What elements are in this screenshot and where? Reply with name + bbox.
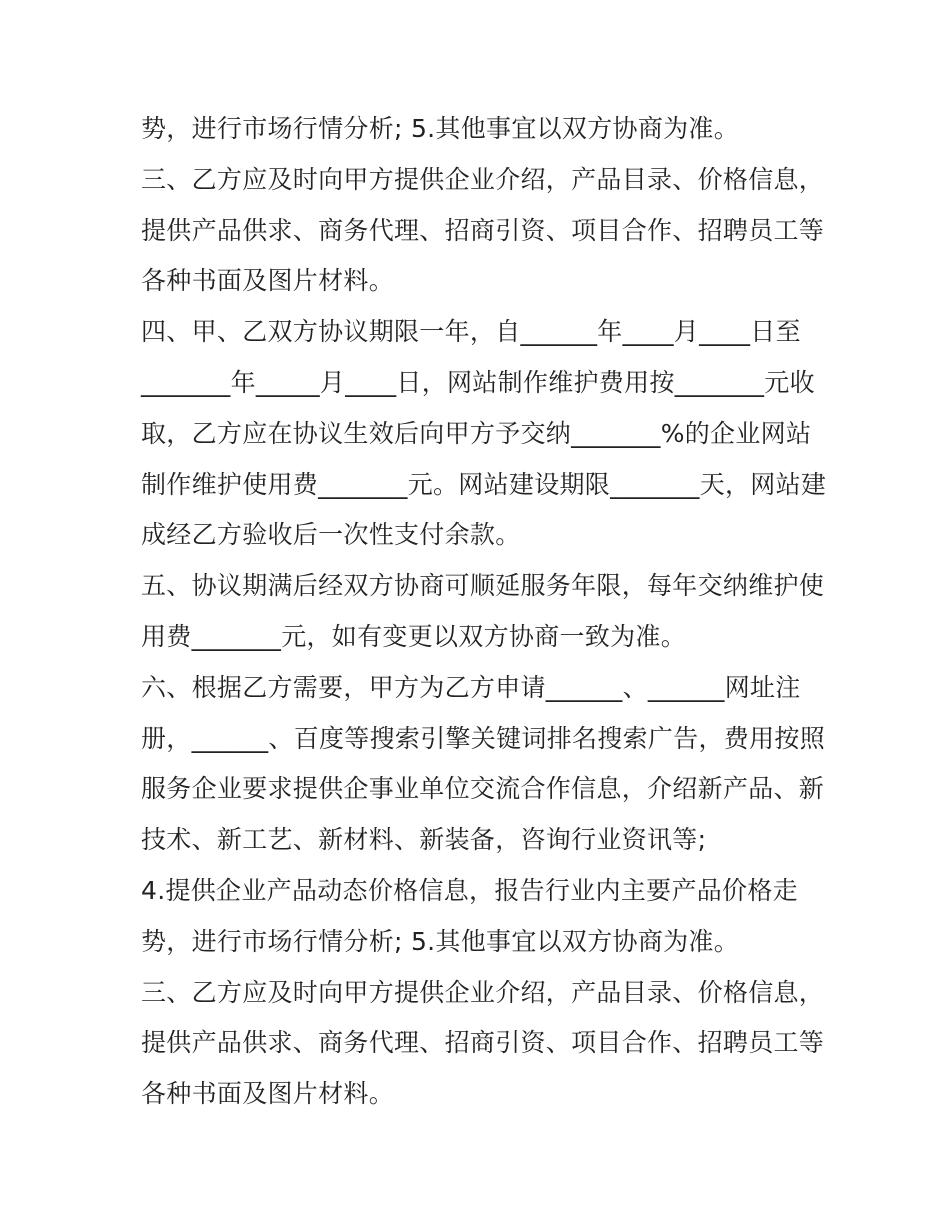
text-line: 各种书面及图片材料。 [141, 266, 395, 296]
text-line: 提供产品供求、商务代理、招商引资、项目合作、招聘员工等 [141, 1028, 825, 1058]
document-body [141, 104, 831, 1120]
text-line: 三、乙方应及时向甲方提供企业介绍，产品目录、价格信息， [141, 977, 825, 1007]
text-line: 各种书面及图片材料。 [141, 1079, 395, 1109]
text-line: 提供产品供求、商务代理、招商引资、项目合作、招聘员工等 [141, 215, 825, 245]
text-line: 册，______、百度等搜索引擎关键词排名搜索广告，费用按照 [141, 723, 826, 753]
text-line: 势，进行市场行情分析; 5.其他事宜以双方协商为准。 [141, 114, 740, 143]
text-line: 三、乙方应及时向甲方提供企业介绍，产品目录、价格信息， [141, 164, 825, 194]
text-line: 制作维护使用费_______元。网站建设期限_______天，网站建 [141, 469, 827, 499]
text-line: 4.提供企业产品动态价格信息，报告行业内主要产品价格走 [141, 875, 798, 905]
text-line: 取，乙方应在协议生效后向甲方予交纳_______%的企业网站 [141, 418, 812, 448]
text-line: 六、根据乙方需要，甲方为乙方申请______、______网址注 [141, 672, 801, 702]
text-line: 服务企业要求提供企事业单位交流合作信息，介绍新产品、新 [141, 774, 825, 804]
text-line: _______年_____月____日，网站制作维护费用按_______元收 [141, 367, 815, 397]
text-line: 用费_______元，如有变更以双方协商一致为准。 [141, 621, 687, 651]
text-line: 技术、新工艺、新材料、新装备，咨询行业资讯等; [141, 825, 707, 855]
text-line: 五、协议期满后经双方协商可顺延服务年限，每年交纳维护使 [141, 571, 825, 601]
text-line: 四、甲、乙双方协议期限一年，自______年____月____日至 [141, 317, 801, 347]
text-line: 成经乙方验收后一次性支付余款。 [141, 520, 521, 550]
text-line: 势，进行市场行情分析; 5.其他事宜以双方协商为准。 [141, 926, 740, 956]
